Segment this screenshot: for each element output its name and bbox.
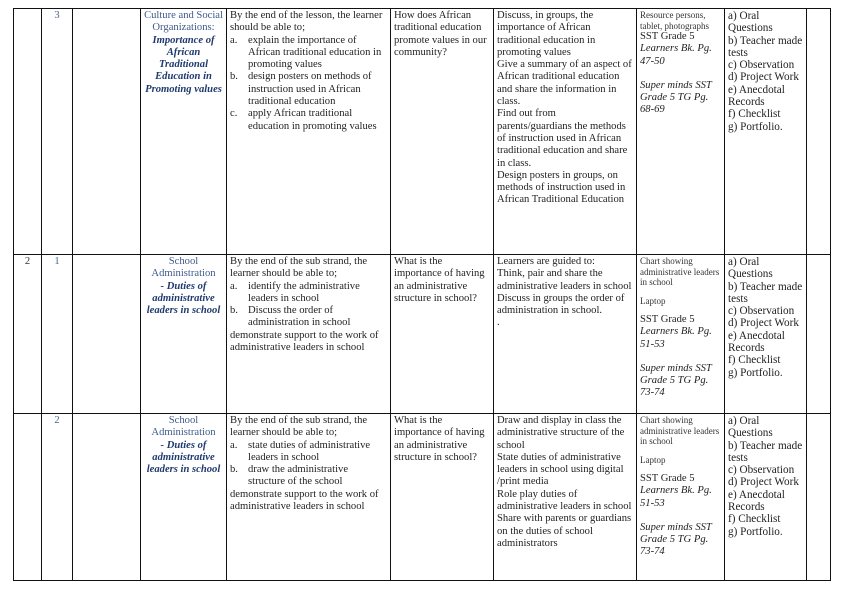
activity-item: Role play duties of administrative leaders in school <box>497 488 632 513</box>
outcome-item <box>230 281 387 306</box>
resource-materials: Chart showing administrative leaders in school <box>640 415 720 446</box>
week-cell <box>14 9 42 255</box>
strand-title: School Administration <box>151 415 216 439</box>
resource-teacher-guide: Super minds SST Grade 5 TG Pg. 68-69 <box>640 79 712 116</box>
assessment-item: c) Observation <box>728 59 795 72</box>
sub-strand-title: - Duties of administrative leaders in school <box>146 439 221 476</box>
assessment-item: c) Observation <box>728 464 795 477</box>
activity-item: Think, pair and share the administrative leaders in school <box>497 268 632 292</box>
resources-cell <box>637 414 725 581</box>
outcome-label: a. <box>230 34 238 46</box>
activity-item: Give a summary of an aspect of African traditional education and share the information in class. <box>497 59 632 108</box>
outcome-label: a. <box>230 439 238 451</box>
sub-strand-title: Importance of African Traditional Education in Promoting values <box>145 34 222 95</box>
assessment-item: b) Teacher made tests <box>728 280 803 305</box>
activity-item: Design posters in groups, on methods of instruction used in African Traditional Education <box>497 169 626 206</box>
resource-teacher-guide: Super minds SST Grade 5 TG Pg. 73-74 <box>640 362 712 399</box>
remarks-cell <box>807 9 831 255</box>
assessment-item: g) Portfolio. <box>728 120 783 133</box>
outcome-label: c. <box>230 108 238 120</box>
assessment-item: f) Checklist <box>728 108 781 121</box>
assessment-item: d) Project Work <box>728 476 799 489</box>
resources-cell <box>637 255 725 414</box>
assessment-item: f) Checklist <box>728 513 781 526</box>
strand-cell <box>141 255 227 414</box>
resource-book-pages: Learners Bk. Pg. 51-53 <box>640 485 712 509</box>
assessment-item: b) Teacher made tests <box>728 439 803 464</box>
learning-activities-cell <box>494 255 637 414</box>
inquiry-question-cell: What is the importance of having an administrative structure in school? <box>391 255 494 414</box>
outcome-text: identify the administrative leaders in school <box>248 280 360 304</box>
learning-outcomes-cell <box>227 9 391 255</box>
outcomes-intro: By the end of the sub strand, the learner should be able to; <box>230 415 368 439</box>
lesson-cell: 2 <box>42 414 73 581</box>
outcome-item <box>230 35 387 72</box>
outcome-text: apply African traditional education in promoting values <box>248 108 377 132</box>
strand-title: Culture and Social Organizations: <box>144 10 223 34</box>
activity-item: State duties of administrative leaders in school using digital /print media <box>497 451 624 488</box>
assessment-item: g) Portfolio. <box>728 525 783 538</box>
outcomes-intro: By the end of the sub strand, the learner should be able to; <box>230 256 368 280</box>
resource-book: SST Grade 5 <box>640 31 695 42</box>
inquiry-question-cell: What is the importance of having an administrative structure in school? <box>391 414 494 581</box>
assessment-item: f) Checklist <box>728 354 781 367</box>
week-cell: 2 <box>14 255 42 414</box>
assessment-cell <box>725 414 807 581</box>
outcomes-list <box>230 35 387 133</box>
outcomes-extra: demonstrate support to the work of administrative leaders in school <box>230 329 379 354</box>
resource-materials: Resource persons, tablet, photographs <box>640 10 709 31</box>
assessment-item: a) Oral Questions <box>728 415 773 440</box>
strand-cell <box>141 414 227 581</box>
resource-laptop: Laptop <box>640 454 666 465</box>
assessment-item: a) Oral Questions <box>728 256 773 281</box>
outcome-text: explain the importance of African traditional education in promoting values <box>248 34 382 71</box>
week-cell <box>14 414 42 581</box>
resource-teacher-guide: Super minds SST Grade 5 TG Pg. 73-74 <box>640 521 712 558</box>
outcome-text: draw the administrative structure of the school <box>248 464 349 488</box>
resource-book-pages: Learners Bk. Pg. 51-53 <box>640 326 712 350</box>
strand-title: School Administration <box>151 256 216 280</box>
learning-activities-cell <box>494 414 637 581</box>
assessment-item: e) Anecdotal Records <box>728 83 785 109</box>
empty-cell <box>73 414 141 581</box>
outcome-label: a. <box>230 280 238 292</box>
table-row <box>14 414 831 581</box>
outcomes-list <box>230 281 387 330</box>
learning-outcomes-cell <box>227 414 391 581</box>
table-row <box>14 255 831 414</box>
outcome-label: b. <box>230 71 238 83</box>
resource-laptop: Laptop <box>640 295 666 306</box>
resource-materials: Chart showing administrative leaders in school <box>640 256 720 287</box>
outcome-text: Discuss the order of administration in school <box>248 305 351 329</box>
learning-outcomes-cell <box>227 255 391 414</box>
activity-item: . <box>497 317 500 329</box>
lesson-cell: 3 <box>42 9 73 255</box>
resource-book-pages: Learners Bk. Pg. 47-50 <box>640 43 712 67</box>
assessment-item: c) Observation <box>728 305 795 318</box>
activity-item: Find out from parents/guardians the methods of instruction used in African traditional education and share in class. <box>497 108 628 169</box>
remarks-cell <box>807 255 831 414</box>
empty-cell <box>73 255 141 414</box>
remarks-cell <box>807 414 831 581</box>
empty-cell <box>73 9 141 255</box>
outcome-item <box>230 464 387 489</box>
outcome-item <box>230 108 387 133</box>
assessment-item: b) Teacher made tests <box>728 34 803 59</box>
assessment-item: e) Anecdotal Records <box>728 488 785 514</box>
resources-cell <box>637 9 725 255</box>
assessment-cell <box>725 9 807 255</box>
activity-item: Learners are guided to: <box>497 256 595 267</box>
activity-item: Discuss, in groups, the importance of African traditional education in promoting values <box>497 10 596 58</box>
assessment-item: a) Oral Questions <box>728 10 773 35</box>
outcomes-extra: demonstrate support to the work of administrative leaders in school <box>230 488 379 513</box>
outcome-text: state duties of administrative leaders in school <box>248 439 371 463</box>
learning-activities-cell <box>494 9 637 255</box>
assessment-item: d) Project Work <box>728 71 799 84</box>
outcome-item <box>230 305 387 330</box>
assessment-item: d) Project Work <box>728 317 799 330</box>
activity-item: Share with parents or guardians on the duties of school administrators <box>497 513 632 549</box>
lesson-cell: 1 <box>42 255 73 414</box>
resource-book: SST Grade 5 <box>640 314 695 325</box>
sub-strand-title: - Duties of administrative leaders in school <box>146 280 221 317</box>
activity-item: Draw and display in class the administrative structure of the school <box>497 415 625 451</box>
assessment-item: e) Anecdotal Records <box>728 329 785 355</box>
outcomes-list <box>230 440 387 489</box>
outcome-text: design posters on methods of instruction used in African traditional education <box>248 71 372 108</box>
assessment-item: g) Portfolio. <box>728 366 783 379</box>
activity-item: Discuss in groups the order of administration in school. <box>497 292 625 317</box>
outcome-item <box>230 71 387 108</box>
assessment-cell <box>725 255 807 414</box>
scheme-of-work-table <box>13 8 831 581</box>
outcome-label: b. <box>230 464 238 476</box>
outcomes-intro: By the end of the lesson, the learner should be able to; <box>230 10 383 34</box>
inquiry-question-cell: How does African traditional education promote values in our community? <box>391 9 494 255</box>
outcome-item <box>230 440 387 465</box>
table-row <box>14 9 831 255</box>
resource-book: SST Grade 5 <box>640 473 695 484</box>
outcome-label: b. <box>230 305 238 317</box>
strand-cell <box>141 9 227 255</box>
